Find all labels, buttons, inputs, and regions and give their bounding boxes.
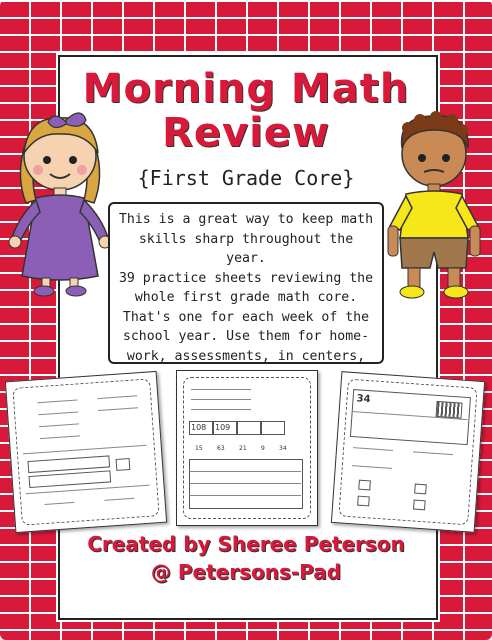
number-item: 63 (217, 445, 225, 452)
number-cell: 108 (191, 423, 207, 432)
title-line-2: Review (162, 110, 330, 156)
girl-illustration (6, 108, 116, 298)
number-item: 34 (279, 445, 287, 452)
description-line: That's one for each week of the (122, 309, 370, 325)
title-line-1: Morning Math (82, 66, 410, 112)
description-box (108, 202, 384, 364)
boy-illustration (378, 108, 488, 302)
number-item: 9 (261, 445, 265, 452)
worksheet-preview-center (176, 370, 318, 526)
credit-line-1: Created by Sheree Peterson (87, 532, 405, 556)
description-line: 39 practice sheets reviewing the (118, 270, 374, 286)
description-line: work, assessments, in centers, (126, 348, 366, 364)
description-line: This is a great way to keep math (118, 212, 374, 227)
big-number: 34 (356, 393, 371, 406)
number-cell: 109 (215, 423, 231, 432)
description-line: school year. Use them for home- (122, 329, 370, 344)
worksheet-preview-left (5, 371, 167, 533)
number-item: 15 (195, 445, 203, 452)
description-line: skills sharp throughout the year. (138, 231, 354, 266)
credit-line-2: @ Petersons-Pad (150, 560, 342, 584)
number-item: 21 (239, 445, 247, 452)
description-line: whole first grade math core. (134, 290, 358, 305)
subtitle: {First Grade Core} (137, 166, 355, 190)
worksheet-preview-right (331, 371, 485, 533)
